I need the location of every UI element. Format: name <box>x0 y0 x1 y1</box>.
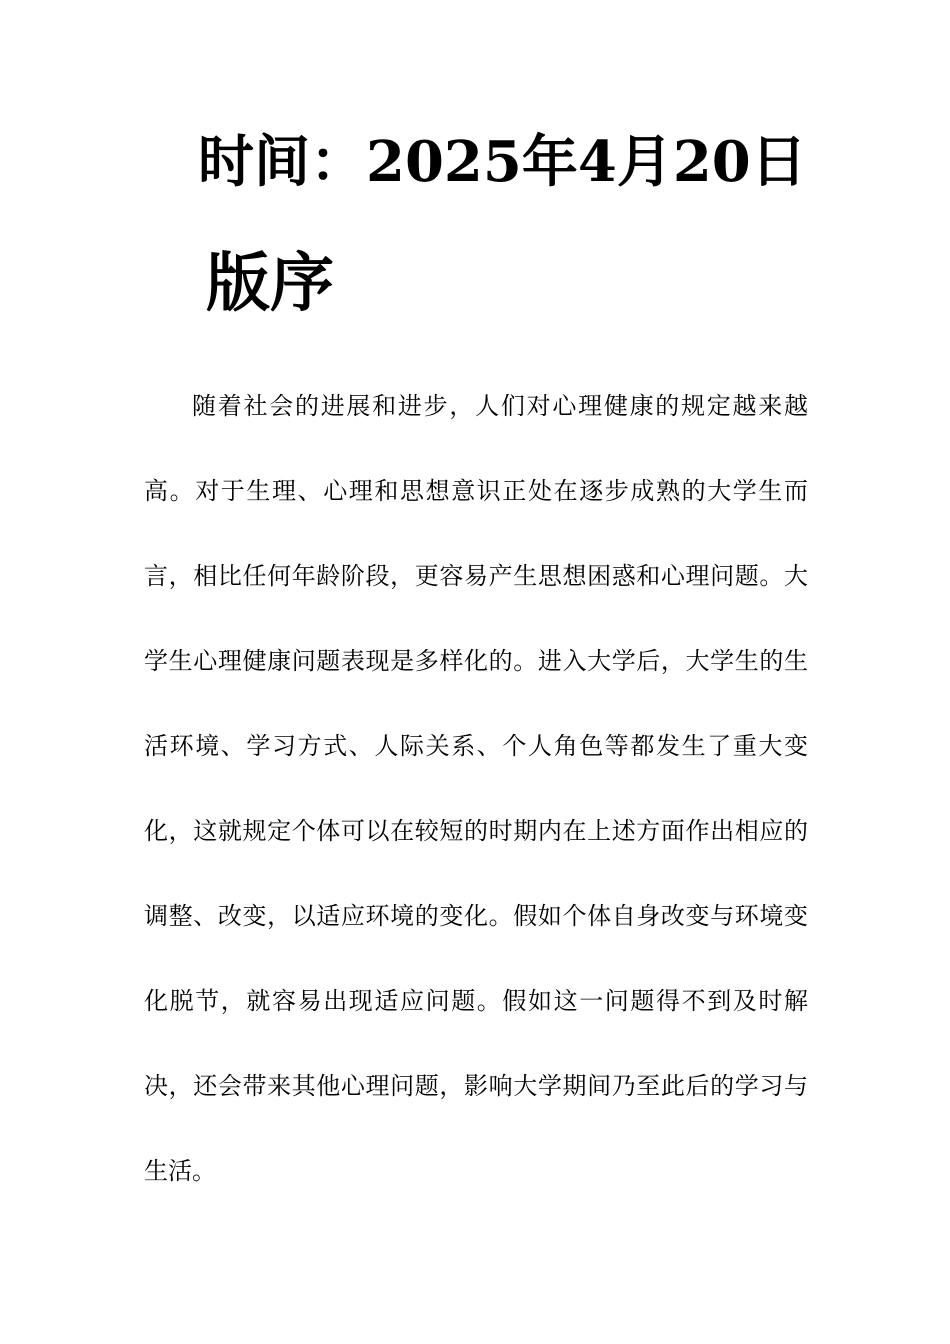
body-paragraph: 随着社会的进展和进步，人们对心理健康的规定越来越高。对于生理、心理和思想意识正处在逐步成熟的大学生而言，相比任何年龄阶段，更容易产生思想困惑和心理问题。大学生心理健康问题表现是多样化的。进入大学后，大学生的生活环境、学习方式、人际关系、个人角色等都发生了重大变化，这就规定个体可以在较短的时期内在上述方面作出相应的调整、改变，以适应环境的变化。假如个体自身改变与环境变化脱节，就容易出现适应问题。假如这一问题得不到及时解决，还会带来其他心理问题，影响大学期间乃至此后的学习与生活。 <box>144 392 808 1185</box>
date-heading: 时间：2025年4月20日 <box>198 129 807 195</box>
section-heading: 版序 <box>206 246 334 321</box>
